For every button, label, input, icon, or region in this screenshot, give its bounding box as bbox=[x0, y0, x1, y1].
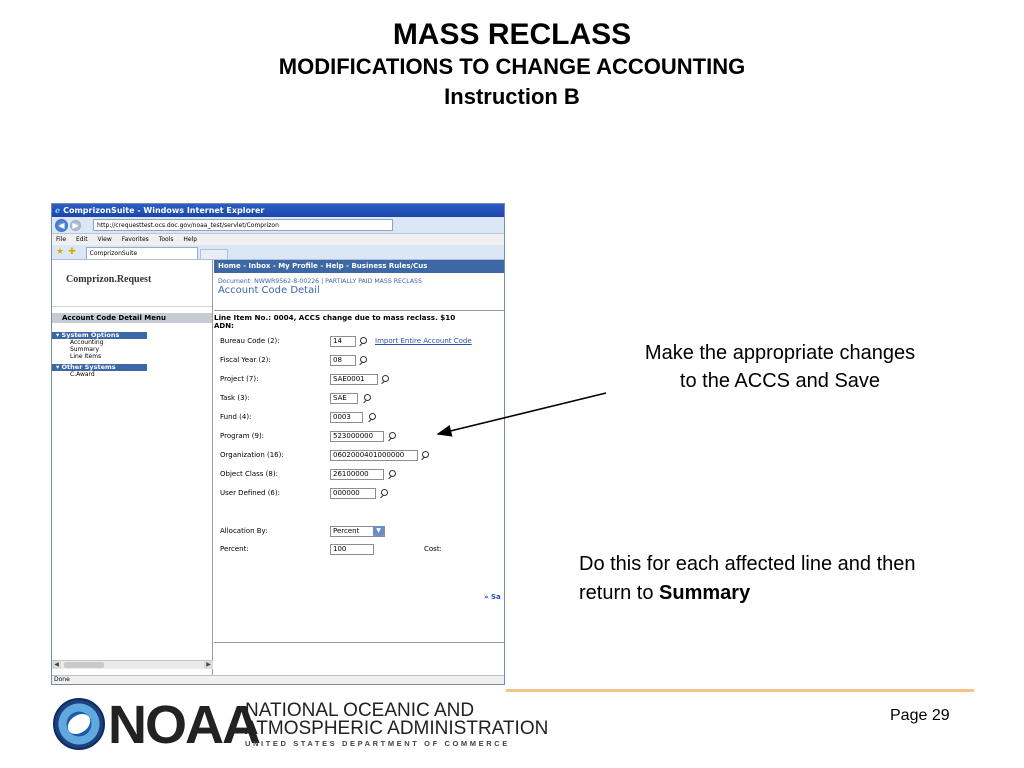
top-navigation[interactable]: Home - Inbox - My Profile - Help - Business Rules/Cus bbox=[214, 260, 505, 273]
document-line: Document: NWWR9562-8-00226 | PARTIALLY PAID MASS RECLASS bbox=[218, 278, 422, 285]
menu-help[interactable]: Help bbox=[183, 236, 198, 243]
noaa-wordmark: NOAA bbox=[108, 695, 259, 755]
add-favorite-icon[interactable]: ✚ bbox=[68, 247, 76, 257]
menu-tools[interactable]: Tools bbox=[158, 236, 174, 243]
field-label: Task (3): bbox=[220, 394, 250, 402]
comprizon-logo: Comprizon.Request bbox=[52, 260, 212, 307]
bureau-code-input[interactable]: 14 bbox=[330, 336, 356, 347]
save-link[interactable]: » Sa bbox=[484, 593, 501, 601]
callout-line-2: to the ACCS and Save bbox=[679, 370, 881, 392]
section-label: System Options bbox=[61, 331, 120, 339]
field-label: Program (9): bbox=[220, 432, 265, 440]
tab-comprizonsuite[interactable]: ComprizonSuite bbox=[86, 247, 198, 259]
ie-logo-icon: ℯ bbox=[55, 206, 61, 215]
field-label: Fund (4): bbox=[220, 413, 252, 421]
slide-instruction: Instruction B bbox=[444, 84, 580, 109]
object-class-input[interactable]: 26100000 bbox=[330, 469, 384, 480]
field-label: User Defined (6): bbox=[220, 489, 280, 497]
field-label: Organization (16): bbox=[220, 451, 284, 459]
menu-section-other-systems[interactable]: ▾ Other Systems bbox=[52, 364, 147, 371]
menu-file[interactable]: File bbox=[56, 236, 67, 243]
page-number: Page 29 bbox=[890, 707, 950, 724]
footer-divider bbox=[506, 689, 974, 692]
line-item-heading: Line Item No.: 0004, ACCS change due to mass reclass. $10 bbox=[214, 314, 456, 322]
noaa-name-line-2: ATMOSPHERIC ADMINISTRATION bbox=[245, 718, 549, 739]
menu-favorites[interactable]: Favorites bbox=[121, 236, 149, 243]
import-account-code-link[interactable]: Import Entire Account Code bbox=[375, 337, 472, 345]
noaa-department: UNITED STATES DEPARTMENT OF COMMERCE bbox=[245, 739, 510, 748]
bird-icon bbox=[65, 711, 94, 736]
field-label: Allocation By: bbox=[220, 527, 268, 535]
slide-title: MASS RECLASS bbox=[392, 18, 632, 51]
back-icon[interactable]: ◀ bbox=[55, 219, 68, 232]
menu-item-accounting[interactable]: Accounting bbox=[70, 339, 104, 346]
field-label: Fiscal Year (2): bbox=[220, 356, 271, 364]
menu-item-line-items[interactable]: Line Items bbox=[70, 353, 102, 360]
cost-label: Cost: bbox=[424, 545, 442, 553]
fund-input[interactable]: 0003 bbox=[330, 412, 363, 423]
user-defined-input[interactable]: 000000 bbox=[330, 488, 376, 499]
scroll-left-icon[interactable]: ◀ bbox=[52, 661, 61, 669]
callout-line-1: Make the appropriate changes bbox=[644, 342, 916, 364]
noaa-name-line-1: NATIONAL OCEANIC AND bbox=[245, 700, 475, 721]
menu-edit[interactable]: Edit bbox=[75, 236, 88, 243]
address-bar[interactable]: http://crequesttest.ocs.doc.gov/noaa_test/servlet/Comprizon bbox=[93, 219, 393, 231]
section-label: Other Systems bbox=[61, 363, 116, 371]
window-title: ComprizonSuite - Windows Internet Explorer bbox=[63, 206, 265, 215]
field-label: Project (7): bbox=[220, 375, 259, 383]
program-input[interactable]: 523000000 bbox=[330, 431, 384, 442]
callout2-line-1: Do this for each affected line and then bbox=[579, 553, 916, 575]
chevron-down-icon[interactable]: ▼ bbox=[373, 526, 384, 536]
page-title: Account Code Detail bbox=[218, 285, 320, 296]
scroll-right-icon[interactable]: ▶ bbox=[204, 661, 213, 669]
fiscal-year-input[interactable]: 08 bbox=[330, 355, 356, 366]
favorites-star-icon[interactable]: ★ bbox=[56, 247, 65, 257]
noaa-seal-icon bbox=[53, 698, 105, 750]
task-input[interactable]: SAE bbox=[330, 393, 358, 404]
callout2-text: return to bbox=[579, 582, 660, 604]
percent-input[interactable]: 100 bbox=[330, 544, 374, 555]
menu-item-c-award[interactable]: C.Award bbox=[70, 371, 95, 378]
summary-emphasis: Summary bbox=[659, 582, 751, 604]
callout2-line-2 bbox=[579, 579, 1019, 608]
organization-input[interactable]: 0602000401000000 bbox=[330, 450, 418, 461]
field-label: Percent: bbox=[220, 545, 249, 553]
forward-icon[interactable]: ▶ bbox=[70, 220, 81, 231]
menu-section-system-options[interactable]: ▾ System Options bbox=[52, 332, 147, 339]
field-label: Object Class (8): bbox=[220, 470, 278, 478]
allocation-select[interactable]: Percent bbox=[330, 526, 385, 537]
slide-subtitle: MODIFICATIONS TO CHANGE ACCOUNTING bbox=[278, 54, 746, 79]
field-label: Bureau Code (2): bbox=[220, 337, 280, 345]
status-bar: Done bbox=[52, 675, 505, 684]
left-menu-header: Account Code Detail Menu bbox=[52, 313, 212, 323]
adn-label: ADN: bbox=[214, 322, 234, 330]
menu-item-summary[interactable]: Summary bbox=[70, 346, 99, 353]
noaa-full-name bbox=[245, 702, 548, 738]
menu-view[interactable]: View bbox=[97, 236, 112, 243]
project-input[interactable]: SAE0001 bbox=[330, 374, 378, 385]
callout-each-line bbox=[579, 550, 1019, 608]
